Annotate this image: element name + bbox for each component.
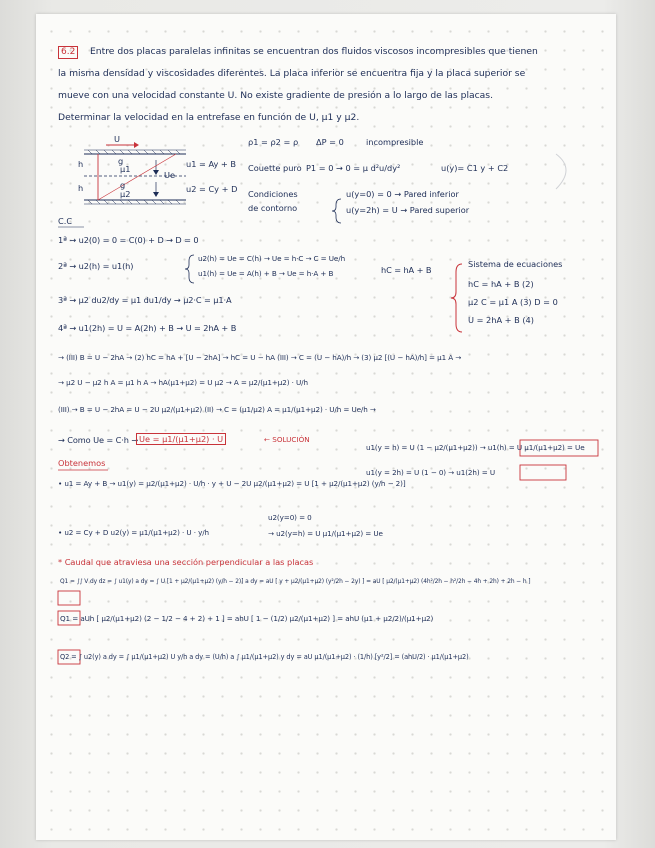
- diagram-h-bottom: h: [78, 183, 84, 193]
- check-u1-2h: u1(y = 2h) = U (1 − 0) → u1(2h) = U: [366, 468, 496, 477]
- assump-couette-label: Couette puro: [248, 163, 302, 173]
- solution-row-4: → Como Ue = C·h →: [58, 435, 139, 445]
- bc-label-2: de contorno: [248, 203, 298, 213]
- cc-step-1: 1ª → u2(0) = 0 = C(0) + D → D = 0: [58, 235, 199, 245]
- bc-label-1: Condiciones: [248, 189, 298, 199]
- u2-profile: • u2 = Cy + D u2(y) = μ1/(μ1+μ2) · U · y/h: [58, 528, 209, 537]
- cc-step-3: 3ª → μ2 du2/dy = μ1 du1/dy → μ2·C = μ1·A: [58, 295, 232, 305]
- solution-row-3: (III) → B = U − 2hA = U − 2U μ2/(μ1+μ2) (II) → C = (μ1/μ2) A = μ1/(μ1+μ2) · U/h = Ue/h →: [58, 405, 376, 414]
- flow-q1-result: Q1 = aUh [ μ2/(μ1+μ2) (2 − 1/2 − 4 + 2) + 1 ] = ahU [ 1 − (1/2) μ2/(μ1+μ2) ] = ahU (μ1 + μ2/2)/(μ1+μ2): [60, 614, 434, 623]
- assump-couette-result: u(y)= C1 y + C2: [441, 163, 509, 173]
- u2-check-0: u2(y=0) = 0: [268, 513, 312, 522]
- flow-heading: * Caudal que atraviesa una sección perpendicular a las placas: [58, 557, 314, 567]
- assump-couette-eq: P1 = 0 → 0 = μ d²u/dy²: [306, 163, 401, 173]
- cc-step-2b: u2(h) = Ue = C(h) → Ue = h·C → C = Ue/h: [198, 254, 346, 263]
- u2-check-h: → u2(y=h) = U μ1/(μ1+μ2) = Ue: [268, 529, 383, 538]
- solution-row-1: → (III) B = U − 2hA → (2) hC = hA + [U − 2hA] → hC = U − hA (III) → C = (U − hA)/h → (3) μ2 [(U − hA)/h] = μ1 A →: [58, 353, 462, 362]
- system-eq-3: U = 2hA + B (4): [468, 315, 534, 325]
- flow-q2: Q2 = ∫ u2(y) a dy = ∫ μ1/(μ1+μ2) U y/h a dy = (U/h) a ∫ μ1/(μ1+μ2) y dy = aU μ1/(μ1+μ2) · (1/h) [y²/2] = (ahU/2) · μ1/(μ1+μ2): [60, 653, 469, 661]
- diagram-mu1: μ1: [120, 164, 131, 174]
- solution-note: ← SOLUCIÓN: [264, 435, 310, 444]
- diagram-g-top: g: [118, 156, 124, 166]
- assump-incompressible: incompresible: [366, 137, 424, 147]
- obtenemos-heading: Obtenemos: [58, 458, 106, 468]
- system-title: Sistema de ecuaciones: [468, 259, 563, 269]
- diagram-mu2: μ2: [120, 189, 131, 199]
- cc-step-2d: hC = hA + B: [381, 265, 432, 275]
- diagram-h-top: h: [78, 159, 84, 169]
- u1-profile: • u1 = Ay + B → u1(y) = μ2/(μ1+μ2) · U/h · y + U − 2U μ2/(μ1+μ2) = U [1 + μ2/(μ1+μ2) (y/h − 2)]: [58, 479, 406, 488]
- cc-step-2c: u1(h) = Ue = A(h) + B → Ue = h·A + B: [198, 269, 334, 278]
- system-eq-1: hC = hA + B (2): [468, 279, 534, 289]
- solution-box: Ue = μ1/(μ1+μ2) · U: [136, 433, 226, 445]
- diagram-U: U: [114, 134, 120, 144]
- statement-line-4: Determinar la velocidad en la entrefase en función de U, μ1 y μ2.: [58, 112, 360, 123]
- cc-heading: C.C: [58, 216, 73, 226]
- system-eq-2: μ2 C = μ1 A (3) D = 0: [468, 297, 558, 307]
- diagram-eq-u1: u1 = Ay + B: [186, 159, 237, 169]
- diagram-eq-u2: u2 = Cy + D: [186, 184, 238, 194]
- diagram-Ue: Ue: [164, 170, 176, 180]
- statement-line-2: la misma densidad y viscosidades diferentes. La placa inferior se encuentra fija y la placa superior se: [58, 68, 526, 79]
- flow-q1: Q1 = ∫∫ V dy dz = ∫ u1(y) a dy = ∫ U [1 + μ2/(μ1+μ2) (y/h − 2)] a dy = aU [ y + μ2/(μ1+μ2) (y²/2h − 2y) ] = aU [ μ2/(μ1+μ2) (4h²/2h − h²/2h − 4h + 2h) + 2h − h ]: [60, 579, 531, 585]
- statement-line-3: mueve con una velocidad constante U. No existe gradiente de presión a lo largo de las placas.: [58, 90, 494, 101]
- bc-2: u(y=2h) = U → Pared superior: [346, 205, 470, 215]
- solution-row-2: → μ2 U − μ2 h A = μ1 h A → hA(μ1+μ2) = U μ2 → A = μ2/(μ1+μ2) · U/h: [58, 378, 308, 387]
- diagram-g-bottom: g: [120, 180, 126, 190]
- statement-line-1: Entre dos placas paralelas infinitas se encuentran dos fluidos viscosos incompresibles que tienen: [90, 46, 538, 57]
- cc-step-4: 4ª → u1(2h) = U = A(2h) + B → U = 2hA + B: [58, 323, 237, 333]
- cc-step-2a: 2ª → u2(h) = u1(h): [58, 261, 134, 271]
- notebook-page: [36, 14, 616, 840]
- problem-number: 6.2: [58, 46, 78, 59]
- bc-1: u(y=0) = 0 → Pared inferior: [346, 189, 459, 199]
- check-u1-h: u1(y = h) = U (1 − μ2/(μ1+μ2)) → u1(h) = U μ1/(μ1+μ2) = Ue: [366, 443, 585, 452]
- assump-densities: ρ1 = ρ2 = ρ: [248, 137, 299, 147]
- assump-pressure: ΔP = 0: [316, 137, 344, 147]
